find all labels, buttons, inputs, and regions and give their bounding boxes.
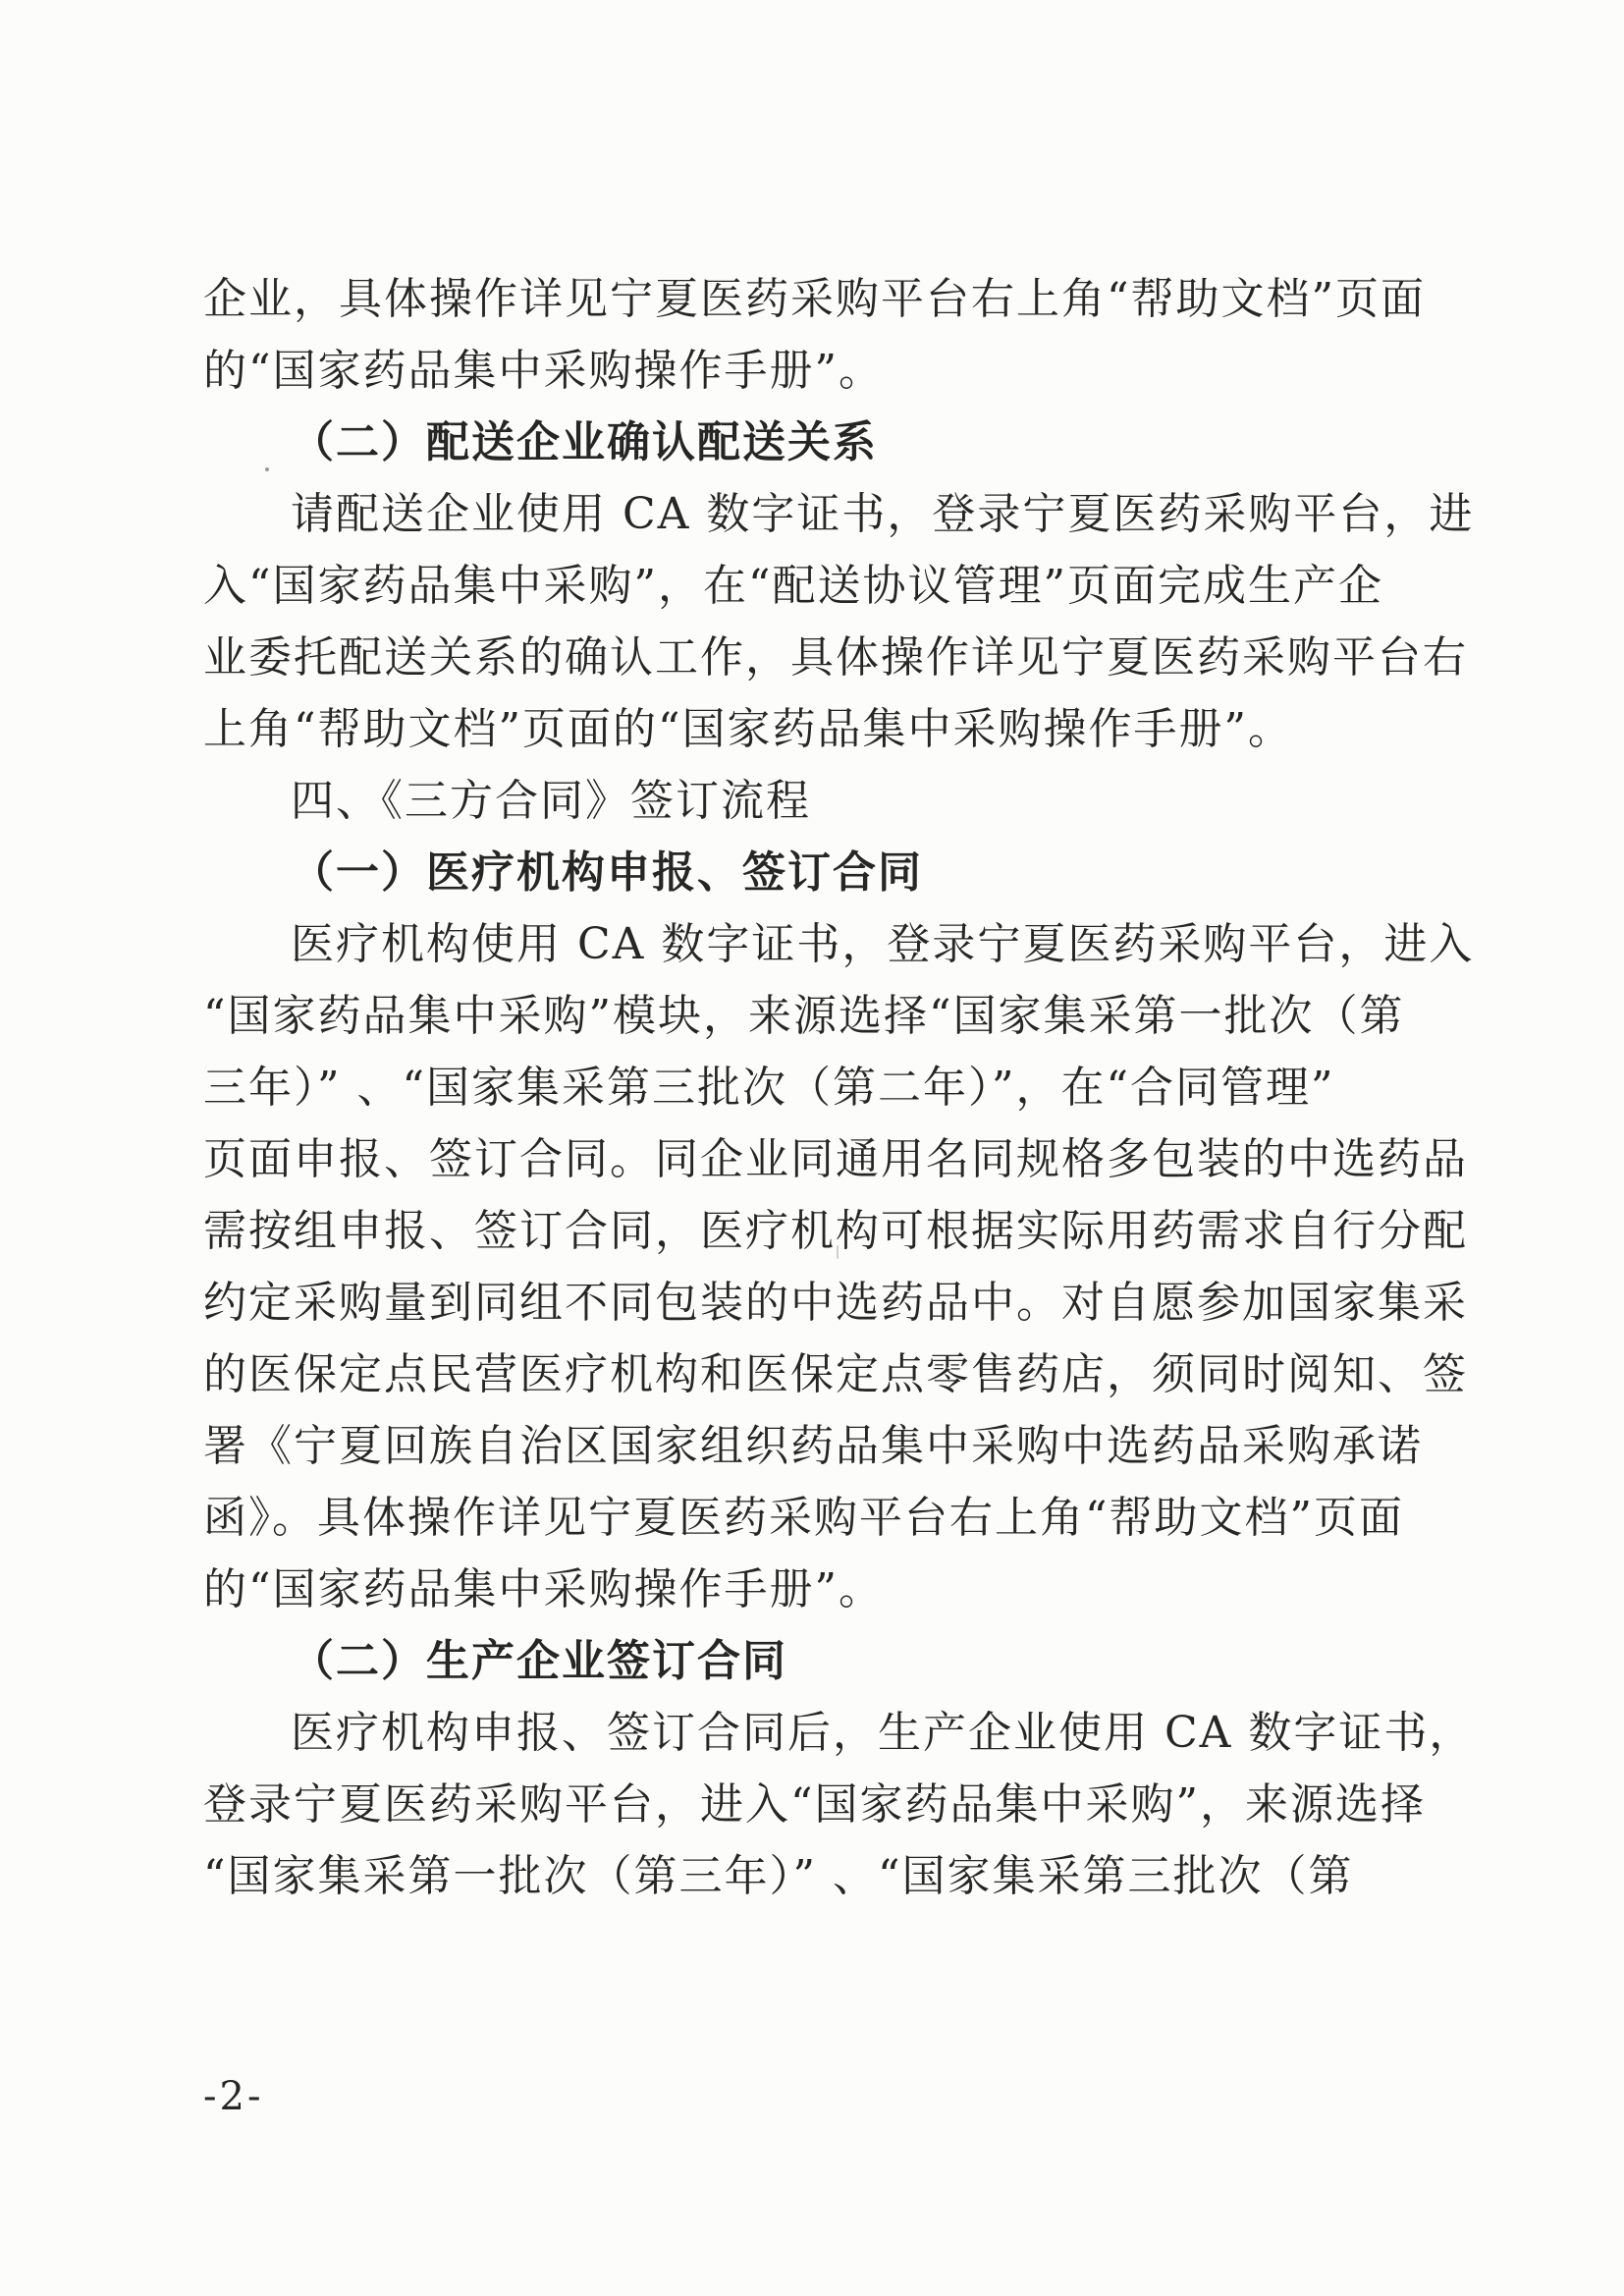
body-line: 入“国家药品集中采购”，在“配送协议管理”页面完成生产企 [203,561,1383,611]
section-heading: （一）医疗机构申报、签订合同 [291,847,923,898]
body-line: 的“国家药品集中采购操作手册”。 [203,1564,884,1614]
body-line: 函》。具体操作详见宁夏医药采购平台右上角“帮助文档”页面 [203,1493,1404,1543]
body-line: 业委托配送关系的确认工作，具体操作详见宁夏医药采购平台右 [203,632,1468,683]
scan-speck [837,1245,839,1259]
body-line: 约定采购量到同组不同包装的中选药品中。对自愿参加国家集采 [203,1278,1468,1328]
scan-speck [265,467,269,471]
body-line: 需按组申报、签订合同，医疗机构可根据实际用药需求自行分配 [203,1206,1468,1256]
body-line: 的医保定点民营医疗机构和医保定点零售药店，须同时阅知、签 [203,1349,1468,1399]
section-heading: （二）配送企业确认配送关系 [291,417,878,467]
section-heading: （二）生产企业签订合同 [291,1636,787,1686]
body-line: 请配送企业使用 CA 数字证书，登录宁夏医药采购平台，进 [291,489,1475,539]
body-line: 上角“帮助文档”页面的“国家药品集中采购操作手册”。 [203,704,1293,754]
body-line: “国家集采第一批次（第三年）” 、“国家集采第三批次（第 [203,1851,1354,1901]
body-line: 页面申报、签订合同。同企业同通用名同规格多包装的中选药品 [203,1134,1468,1184]
body-line: 的“国家药品集中采购操作手册”。 [203,346,884,396]
body-line: “国家药品集中采购”模块，来源选择“国家集采第一批次（第 [203,991,1405,1041]
body-line: 三年）” 、“国家集采第三批次（第二年）”，在“合同管理” [203,1063,1335,1113]
body-line: 医疗机构申报、签订合同后，生产企业使用 CA 数字证书， [291,1708,1475,1758]
body-line: 登录宁夏医药采购平台，进入“国家药品集中采购”，来源选择 [203,1779,1426,1830]
body-line: 企业，具体操作详见宁夏医药采购平台右上角“帮助文档”页面 [203,274,1426,324]
body-line: 署《宁夏回族自治区国家组织药品集中采购中选药品采购承诺 [203,1421,1423,1471]
body-line: 医疗机构使用 CA 数字证书，登录宁夏医药采购平台，进入 [291,919,1475,969]
page-number: -2- [203,2074,264,2119]
chapter-heading: 四、《三方合同》签订流程 [291,776,811,826]
